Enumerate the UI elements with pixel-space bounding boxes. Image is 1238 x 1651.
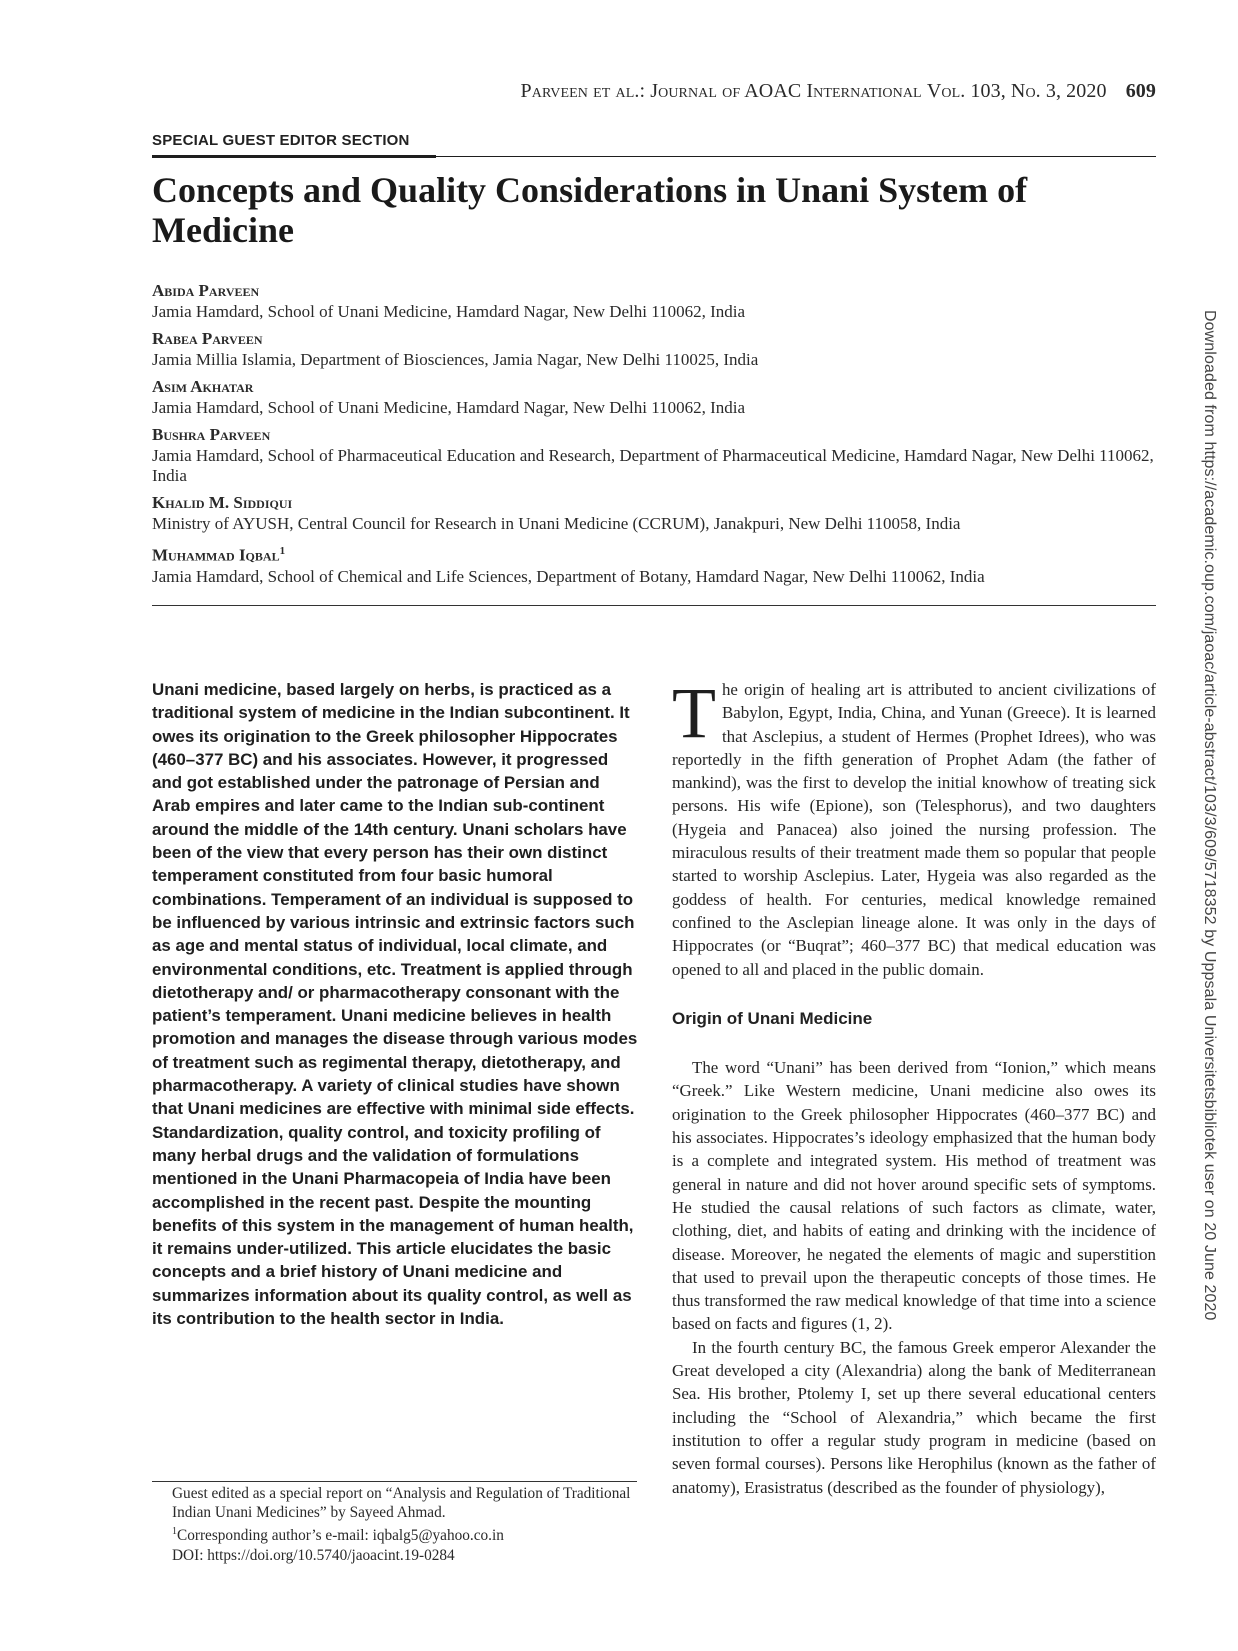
abstract: Unani medicine, based largely on herbs, is practiced as a traditional system of medicine in the Indian subcontinent. It owes its origination to the Greek philosopher Hippocrates (460–377 BC) and his associates. However, it progressed and got established under the patronage of Persian and Arab empires and later came to the Indian sub-continent around the middle of the 14th century. Unani scholars have been of the view that every person has their own distinct temperament constituted from four basic humoral combinations. Temperament of an individual is supposed to be influenced by various intrinsic and extrinsic factors such as age and mental status of individual, local climate, and environmental conditions, etc. Treatment is applied through dietotherapy and/ or pharmacotherapy consonant with the patient’s temperament. Unani medicine believes in health promotion and manages the disease through various modes of treatment such as regimental therapy, dietotherapy, and pharmacotherapy. A variety of clinical studies have shown that Unani medicines are effective with minimal side effects. Standardization, quality control, and toxicity profiling of many herbal drugs and the validation of formulations mentioned in the Unani Pharmacopeia of India have been accomplished in the recent past. Despite the mounting benefits of this system in the management of human health, it remains under-utilized. This article elucidates the basic concepts and a brief history of Unani medicine and summarizes information about its quality control, as well as its contribution to the health sector in India.	[152, 680, 638, 1329]
body-column	[672, 673, 1156, 1499]
body-paragraph: In the fourth century BC, the famous Greek emperor Alexander the Great developed a city (Alexandria) along the bank of Mediterranean Sea. His brother, Ptolemy I, set up there several educational centers including the “School of Alexandria,” which became the first institution to offer a regular study program in medicine (based on seven formal courses). Persons like Herophilus (known as the father of anatomy), Erasistratus (described as the founder of physiology),	[672, 1337, 1156, 1497]
running-head-authors: Parveen et al.	[520, 80, 640, 102]
author-affiliation: Jamia Hamdard, School of Unani Medicine, Hamdard Nagar, New Delhi 110062, India	[152, 302, 746, 321]
corresponding-marker: 1	[279, 545, 286, 557]
running-head: Parveen et al.: Journal of AOAC International Vol. 103, No. 3, 2020 609	[520, 80, 1156, 102]
author-affiliation: Jamia Hamdard, School of Chemical and Life Sciences, Department of Botany, Hamdard Nagar, New Delhi 110062, India	[152, 566, 985, 586]
author-affiliation: Jamia Hamdard, School of Unani Medicine, Hamdard Nagar, New Delhi 110062, India	[152, 398, 746, 417]
author-affiliation: Ministry of AYUSH, Central Council for Research in Unani Medicine (CCRUM), Janakpuri, New Delhi 110058, India	[152, 514, 961, 533]
footnote-corresponding: $^1$Corresponding author’s e-mail: iqbalg5@yahoo.co.in	[172, 1526, 504, 1545]
running-head-volume: Vol. 103, No. 3, 2020	[926, 80, 1107, 102]
footnotes	[152, 1484, 642, 1565]
header-divider	[152, 605, 1156, 606]
author-name: Rabea Parveen	[152, 329, 263, 348]
author-name: Khalid M. Siddiqui	[152, 493, 293, 512]
author-affiliation: Jamia Millia Islamia, Department of Biosciences, Jamia Nagar, New Delhi 110025, India	[152, 350, 759, 369]
article-title: Concepts and Quality Considerations in Unani System of Medicine	[152, 170, 1028, 250]
author-list	[152, 280, 1156, 593]
author-name: Abida Parveen	[152, 281, 260, 300]
drop-cap: T	[672, 673, 716, 753]
section-rule-thin	[436, 156, 1156, 157]
section-label: SPECIAL GUEST EDITOR SECTION	[152, 132, 410, 149]
download-watermark: Downloaded from https://academic.oup.com/jaoac/article-abstract/103/3/609/5718352 by Uppsala Universitetsbibliotek user on 20 June 2020	[1201, 310, 1218, 1321]
author-name: Bushra Parveen	[152, 425, 271, 444]
page-number: 609	[1125, 80, 1156, 102]
section-heading: Origin of Unani Medicine	[672, 1008, 873, 1028]
section-rule-thick	[152, 155, 436, 158]
intro-paragraph: The origin of healing art is attributed to ancient civilizations of Babylon, Egypt, India, China, and Yunan (Greece). It is learned that Asclepius, a student of Hermes (Prophet Idrees), who was reportedly in the fifth generation of Prophet Adam (the father of mankind), was the first to develop the initial knowhow of treating sick persons. His wife (Epione), son (Telesphorus), and two daughters (Hygeia and Panacea) also joined the nursing profession. The miraculous results of their treatment made them so popular that people started to worship Asclepius. Later, Hygeia was also regarded as the goddess of health. For centuries, medical knowledge remained confined to the Asclepian lineage alone. It was only in the days of Hippocrates (or “Buqrat”; 460–377 BC) that medical education was opened to all and placed in the public domain.	[672, 673, 1156, 979]
footnote-rule	[152, 1481, 637, 1482]
footnote-guest-edited: Guest edited as a special report on “Analysis and Regulation of Traditional Indian Unani Medicines” by Sayeed Ahmad.	[172, 1485, 631, 1522]
footnote-doi: DOI: https://doi.org/10.5740/jaoacint.19-0284	[172, 1546, 455, 1564]
running-head-journal: Journal of AOAC International	[650, 80, 922, 102]
body-paragraph: The word “Unani” has been derived from “Ionion,” which means “Greek.” Like Western medicine, Unani medicine also owes its origination to the Greek philosopher Hippocrates (460–377 BC) and his associates. Hippocrates’s ideology emphasized that the human body is a complete and integrated system. His method of treatment was general in nature and did not hover around specific sets of symptoms. He studied the causal relations of such factors as climate, water, clothing, diet, and habits of eating and drinking with the incidence of disease. Moreover, he negated the elements of magic and superstition that used to prevail upon the therapeutic concepts of those times. He thus transformed the raw medical knowledge of that time into a science based on facts and figures (1, 2).	[672, 1058, 1156, 1334]
author-name: Asim Akhatar	[152, 377, 254, 396]
corresponding-author-name: Muhammad Iqbal$^1$	[152, 545, 286, 565]
author-affiliation: Jamia Hamdard, School of Pharmaceutical Education and Research, Department of Pharmaceutical Medicine, Hamdard Nagar, New Delhi 110062, India	[152, 446, 1154, 485]
